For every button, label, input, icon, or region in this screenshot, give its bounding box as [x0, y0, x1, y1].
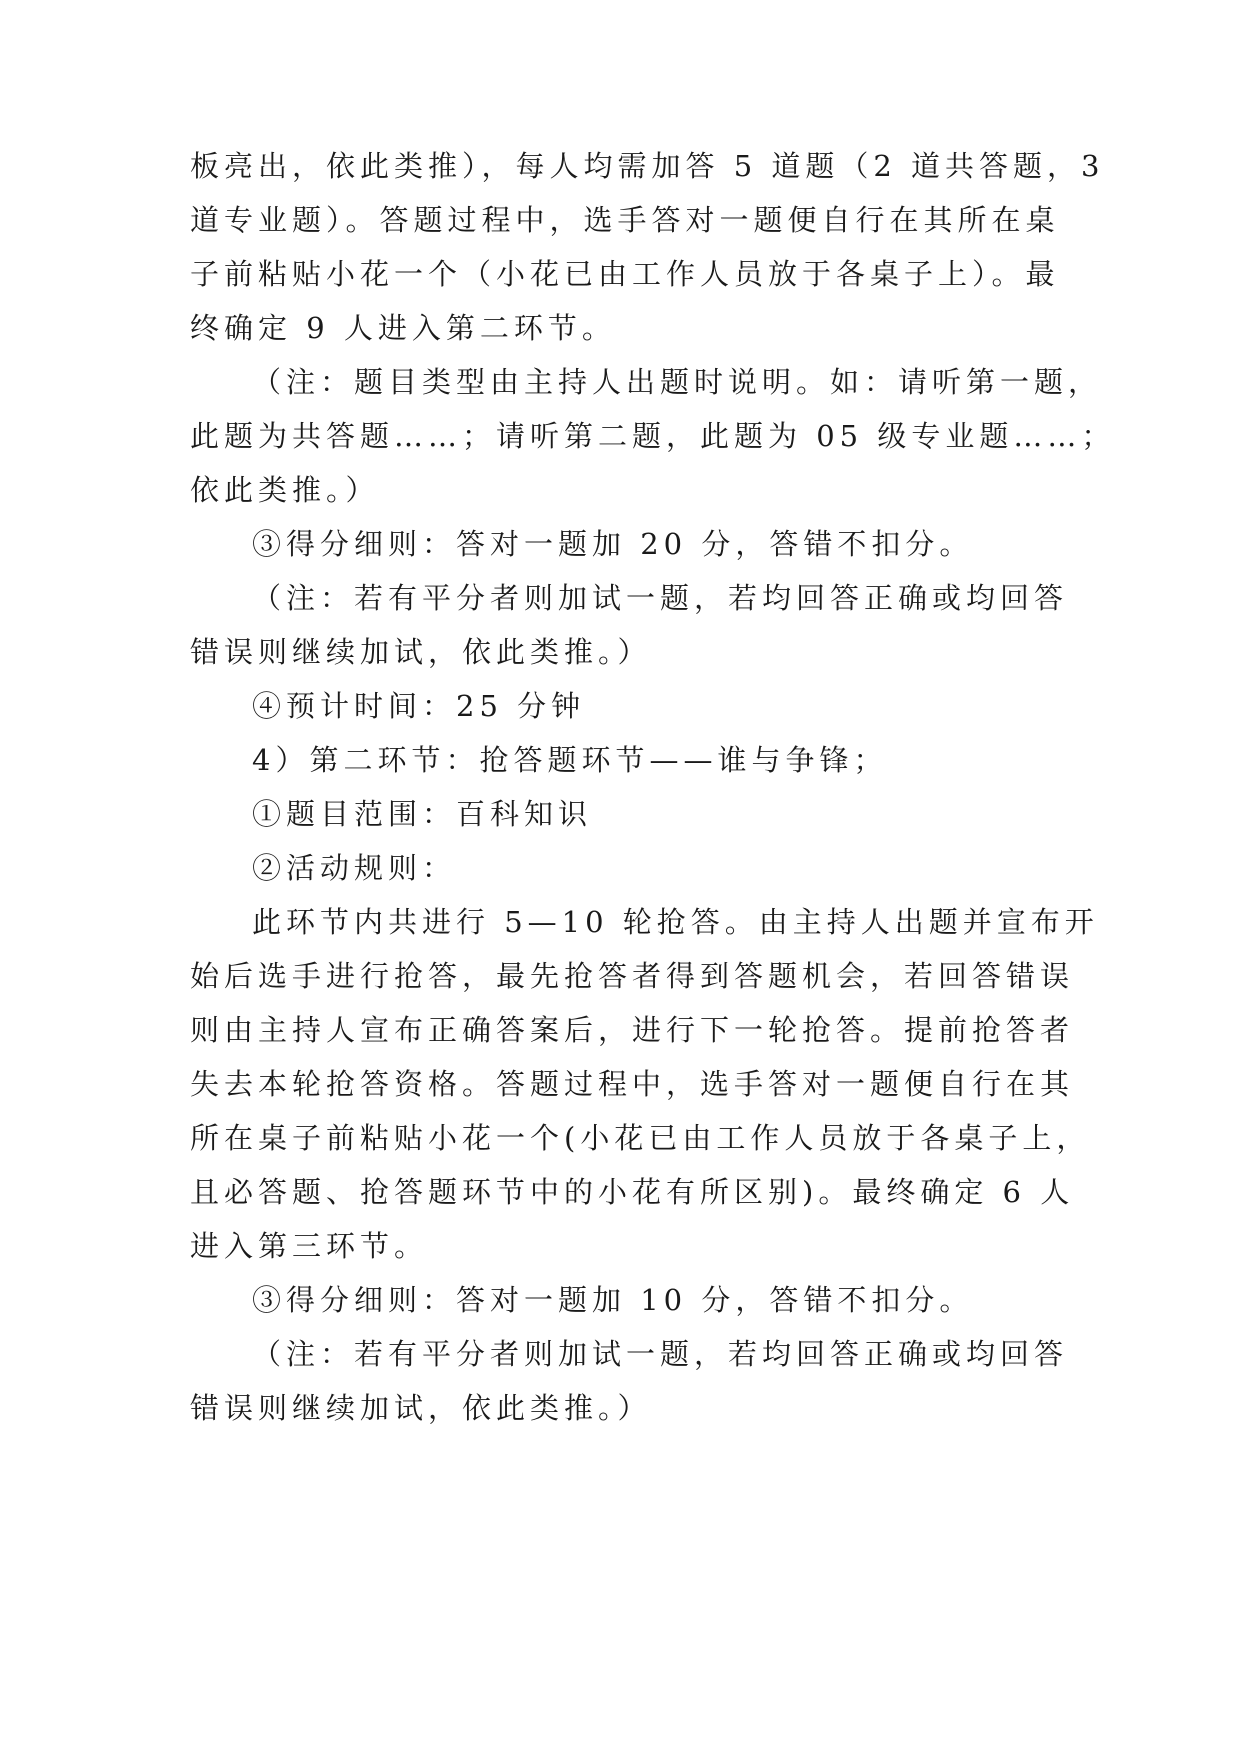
scoring-rule-line: ③得分细则：答对一题加 10 分，答错不扣分。 [252, 1283, 974, 1317]
note-line: 错误则继续加试，依此类推。） [190, 635, 652, 669]
topic-scope-line: ①题目范围：百科知识 [252, 797, 593, 831]
note-line: （注：若有平分者则加试一题，若均回答正确或均回答 [252, 1337, 1069, 1371]
text-line: 且必答题、抢答题环节中的小花有所区别)。最终确定 6 人 [190, 1175, 1075, 1209]
time-estimate-line: ④预计时间：25 分钟 [252, 689, 586, 723]
text-line: 失去本轮抢答资格。答题过程中，选手答对一题便自行在其 [190, 1067, 1075, 1101]
text-line: 所在桌子前粘贴小花一个(小花已由工作人员放于各桌子上， [190, 1121, 1091, 1155]
section-heading: 4）第二环节：抢答题环节——谁与争锋； [252, 743, 888, 777]
text-line: 终确定 9 人进入第二环节。 [190, 311, 616, 345]
text-line: 此环节内共进行 5—10 轮抢答。由主持人出题并宣布开 [252, 905, 1099, 939]
text-line: 始后选手进行抢答，最先抢答者得到答题机会，若回答错误 [190, 959, 1075, 993]
text-line: 道专业题）。答题过程中，选手答对一题便自行在其所在桌 [190, 203, 1060, 237]
text-line: 子前粘贴小花一个（小花已由工作人员放于各桌子上）。最 [190, 257, 1060, 291]
note-line: 依此类推。） [190, 473, 380, 507]
text-line: 板亮出，依此类推），每人均需加答 5 道题（2 道共答题，3 [190, 149, 1105, 183]
note-line: 此题为共答题……；请听第二题，此题为 05 级专业题……； [190, 419, 1116, 453]
scoring-rule-line: ③得分细则：答对一题加 20 分，答错不扣分。 [252, 527, 974, 561]
text-line: 则由主持人宣布正确答案后，进行下一轮抢答。提前抢答者 [190, 1013, 1075, 1047]
note-line: （注：若有平分者则加试一题，若均回答正确或均回答 [252, 581, 1069, 615]
note-line: （注：题目类型由主持人出题时说明。如：请听第一题， [252, 365, 1103, 399]
text-line: 进入第三环节。 [190, 1229, 429, 1263]
rules-heading: ②活动规则： [252, 851, 457, 885]
note-line: 错误则继续加试，依此类推。） [190, 1391, 652, 1425]
